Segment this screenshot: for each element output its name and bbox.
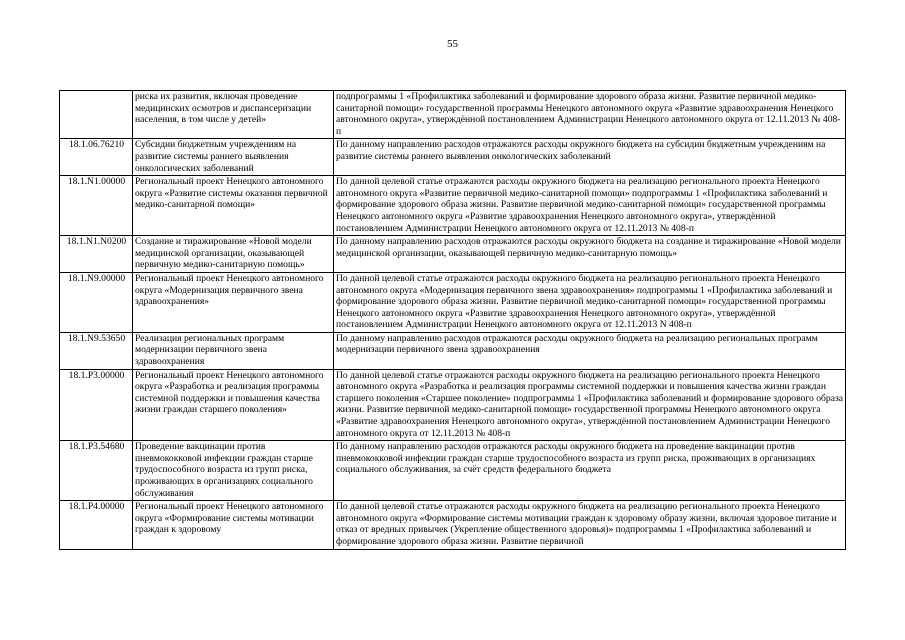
row-description: подпрограммы 1 «Профилактика заболеваний и формирование здорового образа жизни. Развитие первичной медико-санитарной помощи» государственной программы Ненецкого автономного округа «Развитие здравоохранения Ненецкого автономного округа», утверждённой постановлением Администрации Ненецкого автономного округа от 12.11.2013 № 408-п <box>334 91 846 139</box>
table-row <box>60 176 846 236</box>
page-bottom-margin <box>0 604 905 640</box>
row-description: По данной целевой статье отражаются расходы окружного бюджета на реализацию регионального проекта Ненецкого автономного округа «Модернизация первичного звена здравоохранения» подпрограммы 1 «Профилактика заболеваний и формирование здорового образа жизни. Развитие первичной медико-санитарной помощи» государственной программы Ненецкого автономного округа «Развитие здравоохранения Ненецкого автономного округа», утверждённой постановлением Администрации Ненецкого автономного округа от 12.11.2013 N 408-п <box>334 272 846 332</box>
row-description: По данному направлению расходов отражаются расходы окружного бюджета на создание и тиражирование «Новой модели медицинской организации, оказывающей первичную медико-санитарную помощь» <box>334 236 846 273</box>
row-code: 18.1.P3.00000 <box>60 369 133 441</box>
table-row <box>60 332 846 369</box>
row-description: По данному направлению расходов отражаются расходы окружного бюджета на субсидии бюджетным учреждениям на развитие системы раннего выявления онкологических заболеваний <box>334 139 846 176</box>
row-code: 18.1.N9.00000 <box>60 272 133 332</box>
row-code: 18.1.06.76210 <box>60 139 133 176</box>
row-name: Региональный проект Ненецкого автономного округа «Формирование системы мотивации граждан к здоровому <box>133 501 334 549</box>
page-number: 55 <box>447 38 458 50</box>
row-code <box>60 91 133 139</box>
table-row <box>60 441 846 501</box>
row-name: Региональный проект Ненецкого автономного округа «Развитие системы оказания первичной медико-санитарной помощи» <box>133 176 334 236</box>
row-name: Создание и тиражирование «Новой модели медицинской организации, оказывающей первичную медико-санитарную помощь» <box>133 236 334 273</box>
row-code: 18.1.N9.53650 <box>60 332 133 369</box>
table-row <box>60 501 846 549</box>
table-row <box>60 139 846 176</box>
row-name: Региональный проект Ненецкого автономного округа «Разработка и реализация программы системной поддержки и повышения качества жизни граждан старшего поколения» <box>133 369 334 441</box>
row-description: По данной целевой статье отражаются расходы окружного бюджета на реализацию регионального проекта Ненецкого автономного округа «Разработка и реализация программы системной поддержки и повышения качества жизни граждан старшего поколения «Старшее поколение» подпрограммы 1 «Профилактика заболеваний и формирование здорового образа жизни. Развитие первичной медико-санитарной помощи» государственной программы Ненецкого автономного округа «Развитие здравоохранения Ненецкого автономного округа», утверждённой постановлением Администрации Ненецкого автономного округа от 12.11.2013 № 408-п <box>334 369 846 441</box>
row-name: Региональный проект Ненецкого автономного округа «Модернизация первичного звена здравоохранения» <box>133 272 334 332</box>
row-name: риска их развития, включая проведение медицинских осмотров и диспансеризации населения, в том числе у детей» <box>133 91 334 139</box>
table-row <box>60 236 846 273</box>
table-row <box>60 369 846 441</box>
row-code: 18.1.P4.00000 <box>60 501 133 549</box>
row-code: 18.1.N1.N0200 <box>60 236 133 273</box>
budget-classification-table <box>59 90 846 550</box>
row-code: 18.1.N1.00000 <box>60 176 133 236</box>
row-name: Субсидии бюджетным учреждениям на развитие системы раннего выявления онкологических заболеваний <box>133 139 334 176</box>
row-description: По данной целевой статье отражаются расходы окружного бюджета на реализацию регионального проекта Ненецкого автономного округа «Формирование системы мотивации граждан к здоровому образу жизни, включая здоровое питание и отказ от вредных привычек (Укрепление общественного здоровья)» подпрограммы 1 «Профилактика заболеваний и формирование здорового образа жизни. Развитие первичной <box>334 501 846 549</box>
table-row <box>60 272 846 332</box>
row-description: По данному направлению расходов отражаются расходы окружного бюджета на проведение вакцинации против пневмококковой инфекции граждан старше трудоспособного возраста из групп риска, проживающих в организациях социального обслуживания, за счёт средств федерального бюджета <box>334 441 846 501</box>
table-row <box>60 91 846 139</box>
row-description: По данной целевой статье отражаются расходы окружного бюджета на реализацию регионального проекта Ненецкого автономного округа «Развитие первичной медико-санитарной помощи» подпрограммы 1 «Профилактика заболеваний и формирование здорового образа жизни. Развитие первичной медико-санитарной помощи» государственной программы Ненецкого автономного округа «Развитие здравоохранения Ненецкого автономного округа», утверждённой постановлением Администрации Ненецкого автономного округа от 12.11.2013 № 408-п <box>334 176 846 236</box>
row-name: Проведение вакцинации против пневмококковой инфекции граждан старше трудоспособного возраста из групп риска, проживающих в организациях социального обслуживания <box>133 441 334 501</box>
row-code: 18.1.P3.54680 <box>60 441 133 501</box>
row-description: По данному направлению расходов отражаются расходы окружного бюджета на реализацию региональных программ модернизации первичного звена здравоохранения <box>334 332 846 369</box>
row-name: Реализация региональных программ модернизации первичного звена здравоохранения <box>133 332 334 369</box>
